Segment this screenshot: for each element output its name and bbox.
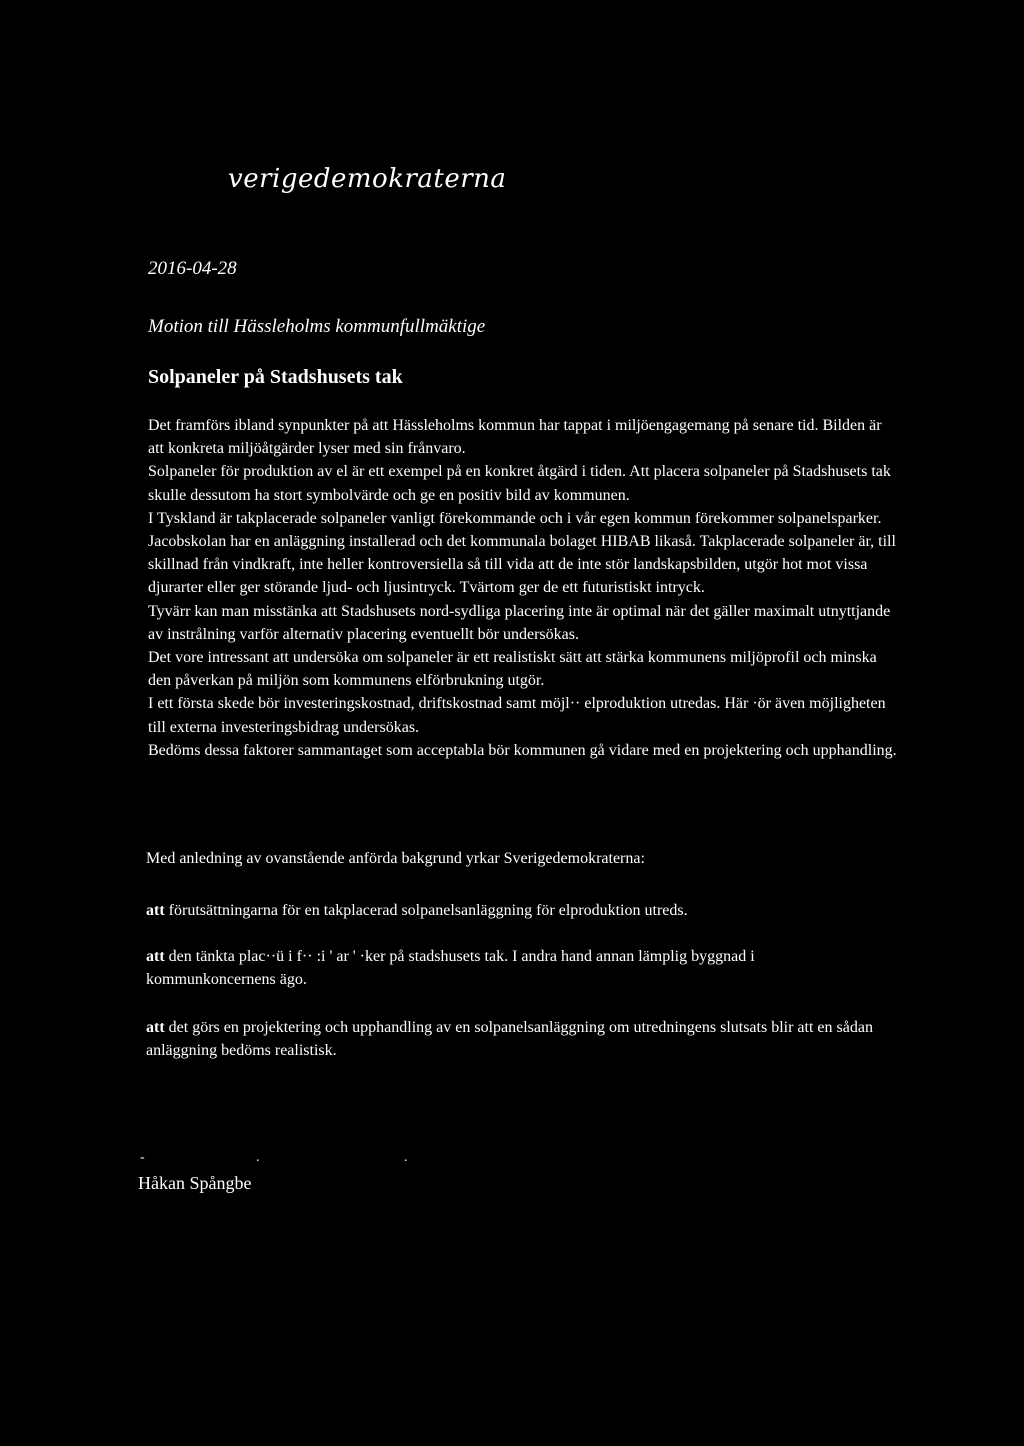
paragraph: I Tyskland är takplacerade solpaneler vanligt förekommande och i vår egen kommun förekommer solpanelsparker. Jacobskolan har en anläggning installerad och det kommunala bolaget HIBAB likaså. Takplacerade solpaneler är, till skillnad från vindkraft, inte heller kontroversiella så till vida att de inte stör landskapsbilden, utgör hot mot vissa djurarter eller ger störande ljud- och ljusintryck. Tvärtom ger de ett futuristiskt intryck. [148,509,896,597]
att-clause-1 [146,899,886,922]
att-clause-text: det görs en projektering och upphandling av en solpanelsanläggning om utredningens slutsats blir att en sådan anläggning bedöms realistisk. [146,1019,873,1059]
document-title: Solpaneler på Stadshusets tak [148,366,403,388]
paragraph: Det vore intressant att undersöka om solpaneler är ett realistiskt sätt att stärka kommunens miljöprofil och minska den påverkan på miljön som kommunens elförbrukning utgör. [148,649,877,690]
body-text [148,414,898,762]
signature-mark: . [256,1150,260,1165]
signature-line [140,1150,410,1164]
paragraph: Solpaneler för produktion av el är ett exempel på en konkret åtgärd i tiden. Att placera solpaneler på Stadshusets tak skulle dessutom ha stort symbolvärde och ge en positiv bild av kommunen. [148,463,891,504]
signature-mark: - [140,1150,145,1165]
paragraph: Tyvärr kan man misstänka att Stadshusets nord-sydliga placering inte är optimal när det gäller maximalt utnyttjande av instrålning varför alternativ placering eventuellt bör undersökas. [148,602,891,643]
motion-line: Motion till Hässleholms kommunfullmäktige [148,316,486,337]
att-word: att [146,948,165,965]
att-clause-text: förutsättningarna för en takplacerad solpanelsanläggning för elproduktion utreds. [168,902,688,919]
paragraph: I ett första skede bör investeringskostnad, driftskostnad samt möjl·· elproduktion utredas. Här ·ör även möjligheten till externa investeringsbidrag undersökas. [148,695,886,736]
paragraph: Bedöms dessa faktorer sammantaget som acceptabla bör kommunen gå vidare med en projektering och upphandling. [148,741,897,759]
att-word: att [146,1019,165,1036]
signature-mark: . [404,1150,408,1165]
intro-line: Med anledning av ovanstående anförda bakgrund yrkar Sverigedemokraterna: [146,850,645,867]
att-clause-text: den tänkta plac··ü i f·· :i ' ar ' ·ker på stadshusets tak. I andra hand annan lämplig byggnad i kommunkoncernens ägo. [146,948,755,988]
att-clause-2 [146,945,886,991]
paragraph: Det framförs ibland synpunkter på att Hässleholms kommun har tappat i miljöengagemang på senare tid. Bilden är att konkreta miljöåtgärder lyser med sin frånvaro. [148,417,882,458]
party-logo-text: verigedemokraterna [228,164,507,194]
att-word: att [146,902,165,919]
att-clause-3 [146,1016,886,1062]
document-date: 2016-04-28 [148,258,237,279]
signature-name: Håkan Spångbe [138,1173,252,1193]
